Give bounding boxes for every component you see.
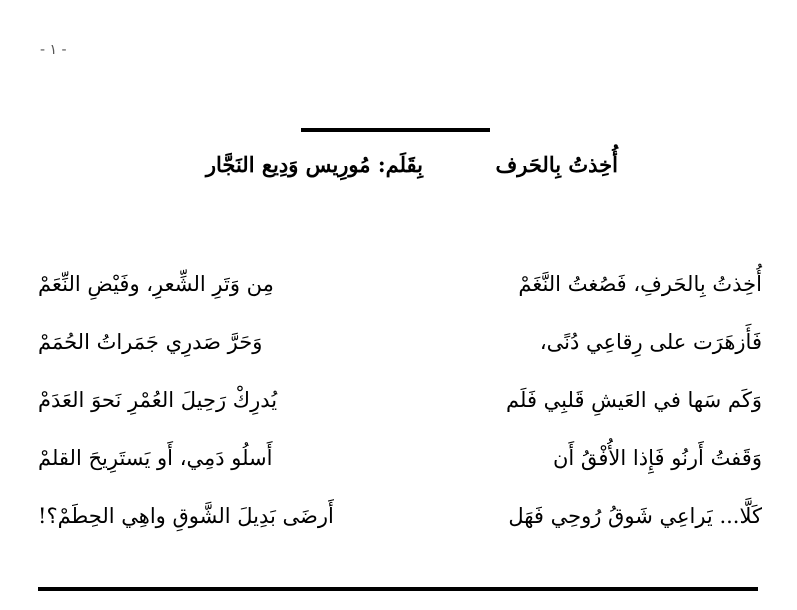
- second-hemistich: مِن وَتَرِ الشِّعرِ، وفَيْضِ النِّعَمْ: [38, 272, 274, 296]
- second-hemistich: أَسلُو دَمِي، أَو يَستَرِيحَ القلمْ: [38, 446, 273, 470]
- first-hemistich: وَقَفتُ أَرنُو فَإِذا الأُفْقُ أَن: [552, 446, 762, 470]
- second-hemistich: أَرضَى بَدِيلَ الشَّوقِ واهِي الحِطَمْ؟!: [38, 504, 334, 528]
- verse: [38, 504, 762, 562]
- poem-header: [150, 152, 618, 188]
- poem-author: بِقَلَم: مُورِيس وَدِيع النَجَّار: [205, 152, 423, 177]
- first-hemistich: فَأَزهَرَت على رِقاعِي دُنًى،: [539, 330, 762, 354]
- bottom-divider: [38, 587, 758, 591]
- first-hemistich: كَلَّا... يَراعِي شَوقُ رُوحِي فَهَل: [508, 504, 762, 528]
- first-hemistich: وَكَم سَها في العَيشِ قَلبِي فَلَم: [506, 388, 762, 412]
- second-hemistich: وَحَرَّ صَدرِي جَمَراتُ الحُمَمْ: [38, 330, 263, 354]
- verse: [38, 272, 762, 330]
- second-hemistich: يُدرِكْ رَحِيلَ العُمْرِ نَحوَ العَدَمْ: [38, 388, 278, 412]
- poem-title: أُخِذتُ بِالحَرف: [495, 152, 618, 177]
- verse: [38, 388, 762, 446]
- title-divider: [301, 128, 490, 132]
- page-number: - ١ -: [40, 42, 67, 58]
- first-hemistich: أُخِذتُ بِالحَرفِ، فَصُغتُ النَّغَمْ: [518, 272, 762, 296]
- verse: [38, 330, 762, 388]
- poem-body: [38, 272, 762, 562]
- verse: [38, 446, 762, 504]
